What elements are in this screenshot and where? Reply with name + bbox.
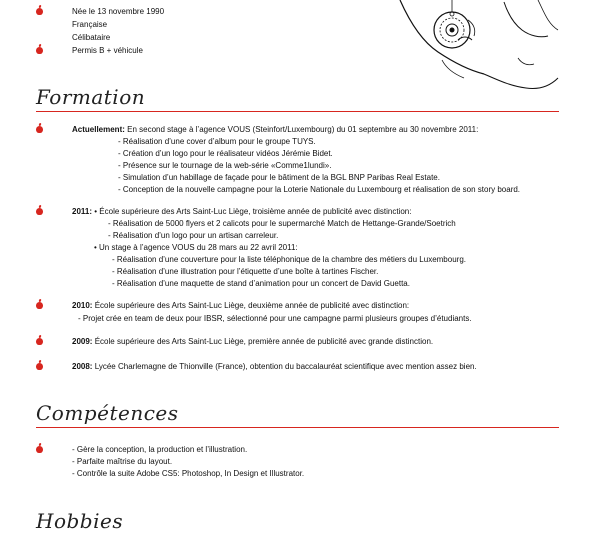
apple-icon: [36, 338, 43, 345]
apple-icon: [36, 208, 43, 215]
apple-icon: [36, 302, 43, 309]
entry-text: Lycée Charlemagne de Thionville (France), obtention du baccalauréat scientifique avec mention assez bien.: [94, 362, 477, 371]
entry-text: École supérieure des Arts Saint-Luc Liège, première année de publicité avec grande distinction.: [94, 337, 434, 346]
apple-icon: [36, 126, 43, 133]
section-divider: [36, 427, 559, 428]
entry-2010: [72, 300, 409, 311]
entry-label: Actuellement:: [72, 125, 125, 134]
apple-icon: [36, 446, 43, 453]
apple-icon: [36, 47, 43, 54]
entry-text: • École supérieure des Arts Saint-Luc Liège, troisième année de publicité avec distinction:: [94, 207, 412, 216]
entry-text: En second stage à l’agence VOUS (Steinfort/Luxembourg) du 01 septembre au 30 novembre 2011:: [127, 125, 479, 134]
entry-label: 2011:: [72, 207, 93, 216]
list-item: - Conception de la nouvelle campagne pour la Loterie Nationale du Luxembourg et réalisation de son story board.: [118, 185, 521, 194]
entry-text: École supérieure des Arts Saint-Luc Liège, deuxième année de publicité avec distinction:: [94, 301, 410, 310]
section-divider: [36, 111, 559, 112]
entry-2011: [72, 206, 411, 217]
entry-2011-stage: • Un stage à l’agence VOUS du 28 mars au 22 avril 2011:: [94, 243, 298, 252]
personal-status: Célibataire: [72, 33, 111, 42]
entry-2009: [72, 336, 433, 347]
list-item: - Présence sur le tournage de la web-série «Comme1lundi».: [118, 161, 332, 170]
section-title-hobbies: Hobbies: [36, 509, 124, 533]
entry-actuellement: [72, 124, 478, 135]
personal-birth: Née le 13 novembre 1990: [72, 7, 165, 16]
personal-license: Permis B + véhicule: [72, 46, 143, 55]
list-item: - Projet crée en team de deux pour IBSR, sélectionné pour une campagne parmi plusieurs groupes d’étudiants.: [78, 314, 472, 323]
list-item: - Gère la conception, la production et l’illustration.: [72, 445, 248, 454]
list-item: - Parfaite maîtrise du layout.: [72, 457, 173, 466]
entry-label: 2010:: [72, 301, 93, 310]
entry-2008: [72, 361, 477, 372]
list-item: - Réalisation de 5000 flyers et 2 calicots pour le supermarché Match de Hettange-Grande/Soetrich: [108, 219, 456, 228]
list-item: - Réalisation d’une illustration pour l’étiquette d’une boîte à tartines Fischer.: [112, 267, 379, 276]
personal-nationality: Française: [72, 20, 108, 29]
apple-icon: [36, 8, 43, 15]
apple-icon: [36, 363, 43, 370]
entry-label: 2009:: [72, 337, 93, 346]
list-item: - Réalisation d’un logo pour un artisan carreleur.: [108, 231, 279, 240]
list-item: - Simulation d’un habillage de façade pour le bâtiment de la BGL BNP Paribas Real Estate.: [118, 173, 440, 182]
section-title-formation: Formation: [36, 85, 146, 109]
portrait-illustration: [398, 0, 562, 92]
list-item: - Réalisation d’une maquette de stand d’animation pour un concert de David Guetta.: [112, 279, 410, 288]
list-item: - Réalisation d’une cover d’album pour le groupe TUYS.: [118, 137, 316, 146]
list-item: - Réalisation d’une couverture pour la liste téléphonique de la chambre des métiers du Luxembourg.: [112, 255, 466, 264]
entry-label: 2008:: [72, 362, 93, 371]
section-title-competences: Compétences: [36, 401, 179, 425]
list-item: - Contrôle la suite Adobe CS5: Photoshop, In Design et Illustrator.: [72, 469, 305, 478]
list-item: - Création d’un logo pour le réalisateur vidéos Jérémie Bidet.: [118, 149, 333, 158]
